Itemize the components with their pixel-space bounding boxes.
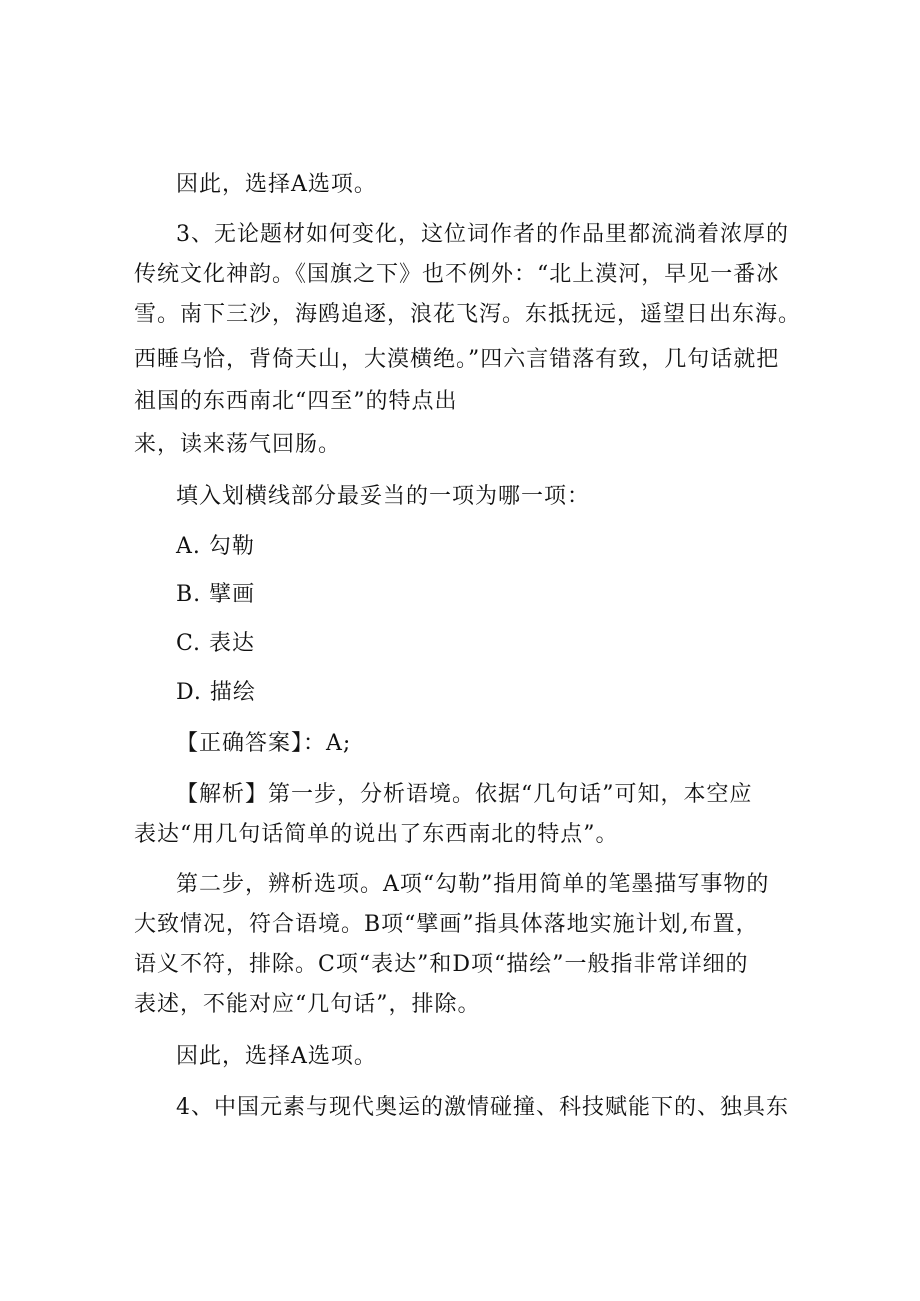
analysis-line: 【解析】第一步，分析语境。依据“几句话”可知，本空应 [176, 782, 753, 807]
option-b: B. 擘画 [176, 582, 256, 607]
question-line: 3、无论题材如何变化，这位词作者的作品里都流淌着浓厚的 [176, 222, 789, 247]
question-prompt: 填入划横线部分最妥当的一项为哪一项： [176, 484, 591, 509]
option-c: C. 表达 [176, 631, 256, 656]
analysis-line: 语义不符，排除。C项“表达”和D项“描绘”一般指非常详细的 [134, 952, 749, 977]
question-line: 雪。南下三沙，海鸥追逐，浪花飞泻。东抵抚远，遥望日出东海。 [134, 302, 802, 327]
option-d: D. 描绘 [176, 680, 256, 705]
correct-answer: 【正确答案】：A; [176, 731, 352, 756]
option-a: A. 勾勒 [176, 534, 255, 559]
analysis-line: 第二步，辨析选项。A项“勾勒”指用简单的笔墨描写事物的 [176, 872, 770, 897]
question-line: 来，读来荡气回肠。 [134, 432, 342, 457]
next-question-line: 4、中国元素与现代奥运的激情碰撞、科技赋能下的、独具东 [176, 1095, 789, 1120]
conclusion-text: 因此，选择A选项。 [176, 1044, 377, 1069]
question-line: 传统文化神韵。《国旗之下》也不例外：“北上漠河，早见一番冰 [134, 262, 780, 287]
question-line: 祖国的东西南北“四至”的特点出 [134, 389, 458, 414]
analysis-line: 表达“用几句话简单的说出了东西南北的特点”。 [134, 822, 619, 847]
analysis-line: 表述，不能对应“几句话”，排除。 [134, 992, 481, 1017]
question-line: 西睡乌恰，背倚天山，大漠横绝。”四六言错落有致，几句话就把 [134, 347, 780, 372]
analysis-line: 大致情况，符合语境。B项“擘画”指具体落地实施计划,布置， [134, 912, 759, 937]
conclusion-text: 因此，选择A选项。 [176, 172, 377, 197]
